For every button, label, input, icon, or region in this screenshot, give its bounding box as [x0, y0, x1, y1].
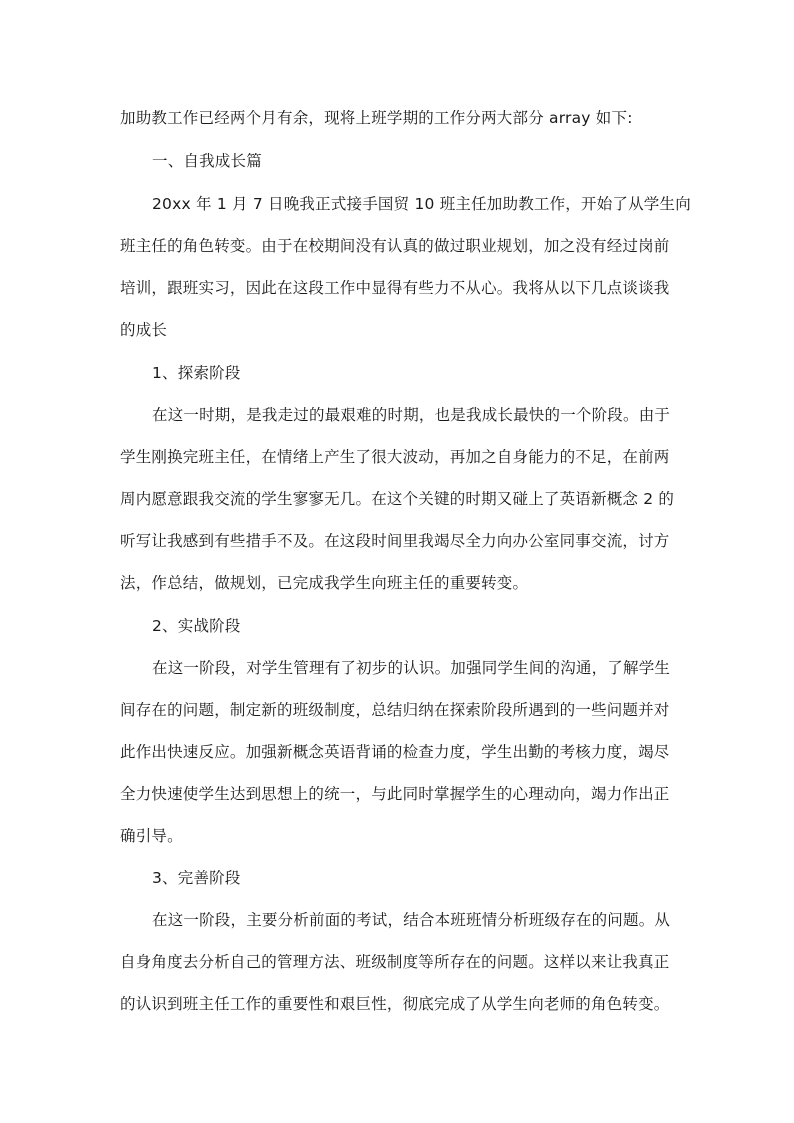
paragraph-line: 自身角度去分析自己的管理方法、班级制度等所存在的问题。这样以来让我真正: [120, 953, 670, 971]
paragraph-line: 的成长: [120, 321, 168, 339]
intro-line: 加助教工作已经两个月有余，现将上班学期的工作分两大部分 array 如下:: [120, 109, 633, 127]
paragraph-line: 确引导。: [120, 827, 183, 845]
paragraph-line: 法，作总结，做规划，已完成我学生向班主任的重要转变。: [120, 574, 529, 592]
paragraph-line: 全力快速使学生达到思想上的统一，与此同时掌握学生的心理动向，竭力作出正: [120, 785, 670, 803]
paragraph-line: 学生刚换完班主任，在情绪上产生了很大波动，再加之自身能力的不足，在前两: [120, 448, 670, 466]
paragraph-line: 班主任的角色转变。由于在校期间没有认真的做过职业规划，加之没有经过岗前: [120, 237, 670, 255]
section-heading: 一、自我成长篇: [152, 152, 262, 170]
paragraph-line: 培训，跟班实习，因此在这段工作中显得有些力不从心。我将从以下几点谈谈我: [120, 279, 670, 297]
paragraph-line: 20xx 年 1 月 7 日晚我正式接手国贸 10 班主任加助教工作，开始了从学生向: [152, 195, 691, 213]
paragraph-line: 在这一阶段，主要分析前面的考试，结合本班班情分析班级存在的问题。从: [152, 911, 671, 929]
paragraph-line: 听写让我感到有些措手不及。在这段时间里我竭尽全力向办公室同事交流，讨方: [120, 532, 670, 550]
paragraph-line: 间存在的问题，制定新的班级制度，总结归纳在探索阶段所遇到的一些问题并对: [120, 701, 670, 719]
subsection-heading: 1、探索阶段: [152, 364, 241, 382]
subsection-heading: 2、实战阶段: [152, 617, 241, 635]
paragraph-line: 周内愿意跟我交流的学生寥寥无几。在这个关键的时期又碰上了英语新概念 2 的: [120, 490, 675, 508]
paragraph-line: 在这一时期，是我走过的最艰难的时期，也是我成长最快的一个阶段。由于: [152, 406, 671, 424]
subsection-heading: 3、完善阶段: [152, 869, 241, 887]
paragraph-line: 的认识到班主任工作的重要性和艰巨性，彻底完成了从学生向老师的角色转变。: [120, 995, 670, 1013]
paragraph-line: 在这一阶段，对学生管理有了初步的认识。加强同学生间的沟通，了解学生: [152, 659, 671, 677]
paragraph-line: 此作出快速反应。加强新概念英语背诵的检查力度，学生出勤的考核力度，竭尽: [120, 743, 670, 761]
